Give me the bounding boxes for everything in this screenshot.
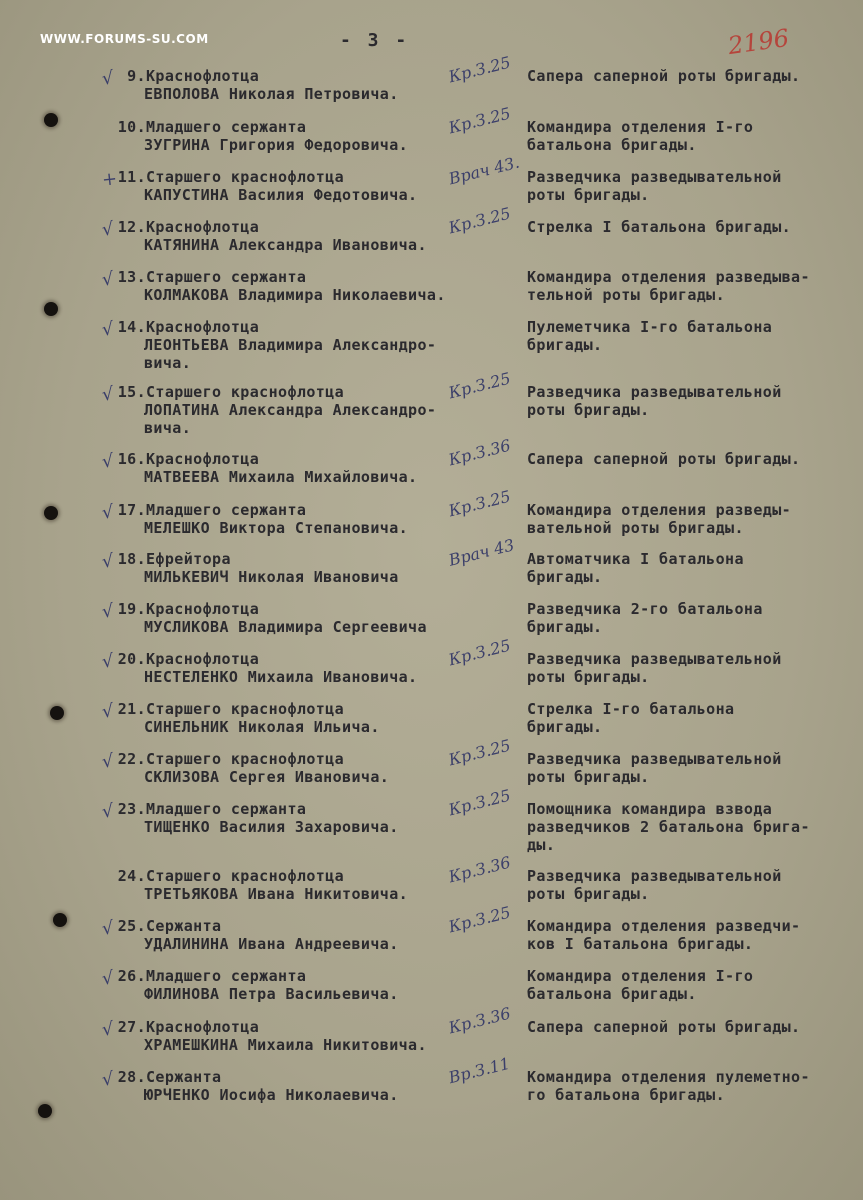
entry-rank: Младшего сержанта [146,501,307,519]
entry-number: 13. [117,268,146,286]
handwritten-note: Кр.З.25 [446,635,513,670]
entry-rank: Младшего сержанта [146,800,307,818]
handwritten-note: Кр.З.36 [446,852,513,887]
entry-number: 9. [127,67,146,85]
list-item [0,735,863,797]
entry-number: 15. [117,383,146,401]
entry-rank: Старшего краснофлотца [146,383,345,401]
list-item [0,315,863,372]
entry-number: 16. [117,450,146,468]
entry-number: 22. [117,750,146,768]
entry-position: Стрелка I батальона бригады. [527,218,792,236]
entry-position: ков I батальона бригады. [527,935,754,953]
entry-rank: Краснофлотца [146,318,260,336]
handwritten-note: Врач 43 [446,535,517,570]
entry-rank: Старшего краснофлотца [146,750,345,768]
entry-number: 11. [117,168,146,186]
entry-name: ЮРЧЕНКО Иосифа Николаевича. [144,1086,399,1104]
entry-rank: Старшего краснофлотца [146,700,345,718]
entry-rank: Сержанта [146,917,222,935]
entry-position: Стрелка I-го батальона [527,700,735,718]
entry-position: роты бригады. [527,885,650,903]
entry-position: батальона бригады. [527,985,697,1003]
entry-position: батальона бригады. [527,136,697,154]
checkmark-icon: √ [100,967,115,990]
entry-position: бригады. [527,568,603,586]
entry-number: 28. [117,1068,146,1086]
checkmark-icon: √ [100,650,115,673]
entry-number: 19. [117,600,146,618]
entry-position: Командира отделения I-го [527,967,754,985]
checkmark-icon: √ [100,800,115,823]
entry-name: ЛОПАТИНА Александра Александро- [144,401,437,419]
handwritten-note: Кр.З.25 [446,368,513,403]
entry-position: роты бригады. [527,668,650,686]
handwritten-note: Кр.З.25 [446,902,513,937]
entry-position: роты бригады. [527,186,650,204]
entry-name: ХРАМЕШКИНА Михаила Никитовича. [144,1036,427,1054]
entry-number: 27. [117,1018,146,1036]
entry-name: ТИЩЕНКО Василия Захаровича. [144,818,399,836]
checkmark-icon: √ [100,550,115,573]
entry-rank: Младшего сержанта [146,118,307,136]
entry-name-continuation: вича. [144,354,192,372]
entry-name: ЗУГРИНА Григория Федоровича. [144,136,409,154]
checkmark-icon: + [100,168,119,191]
entry-name: КАТЯНИНА Александра Ивановича. [144,236,427,254]
watermark: WWW.FORUMS-SU.COM [40,32,209,46]
entry-name: ЛЕОНТЬЕВА Владимира Александро- [144,336,437,354]
entry-position: Сапера саперной роты бригады. [527,1018,801,1036]
checkmark-icon: √ [100,1068,115,1091]
list-item [0,852,863,914]
handwritten-note: Кр.З.25 [446,486,513,521]
entry-position: вательной роты бригады. [527,519,744,537]
entry-position: Помощника командира взвода [527,800,773,818]
entry-name: КАПУСТИНА Василия Федотовича. [144,186,418,204]
entry-position: Сапера саперной роты бригады. [527,67,801,85]
entry-position: Разведчика 2-го батальона [527,600,763,618]
entry-name: МУСЛИКОВА Владимира Сергеевича [144,618,427,636]
entry-name: НЕСТЕЛЕНКО Михаила Ивановича. [144,668,418,686]
entry-name: МАТВЕЕВА Михаила Михайловича. [144,468,418,486]
checkmark-icon: √ [100,67,115,90]
entry-rank: Краснофлотца [146,218,260,236]
list-item [0,635,863,697]
entry-position: Командира отделения разведы- [527,501,792,519]
list-item [0,435,863,497]
list-item [0,597,863,647]
entry-position: Разведчика разведывательной [527,383,782,401]
checkmark-icon: √ [100,917,115,940]
entry-number: 25. [117,917,146,935]
checkmark-icon: √ [100,750,115,773]
checkmark-icon: √ [100,501,115,524]
entry-name-continuation: вича. [144,419,192,437]
entry-number: 26. [117,967,146,985]
entry-name: СКЛИЗОВА Сергея Ивановича. [144,768,390,786]
entry-position: Разведчика разведывательной [527,650,782,668]
entry-position: роты бригады. [527,401,650,419]
handwritten-note: Кр.З.25 [446,52,513,87]
list-item [0,52,863,114]
entry-name: УДАЛИНИНА Ивана Андреевича. [144,935,399,953]
checkmark-icon: √ [100,318,115,341]
entry-position: Разведчика разведывательной [527,168,782,186]
list-item [0,535,863,597]
entry-name: ЕВПОЛОВА Николая Петровича. [144,85,399,103]
archive-sheet-number: 2196 [726,23,791,61]
handwritten-note: Кр.З.36 [446,435,513,470]
list-item [0,964,863,1014]
entry-rank: Краснофлотца [146,450,260,468]
entry-rank: Младшего сержанта [146,967,307,985]
entry-rank: Краснофлотца [146,1018,260,1036]
entry-position: бригады. [527,718,603,736]
entry-position: го батальона бригады. [527,1086,726,1104]
checkmark-icon: √ [100,450,115,473]
handwritten-note: Кр.З.25 [446,103,513,138]
list-item [0,697,863,747]
list-item [0,265,863,315]
list-item [0,785,863,854]
checkmark-icon: √ [100,268,115,291]
entry-position: Пулеметчика I-го батальона [527,318,773,336]
handwritten-note: Кр.З.25 [446,785,513,820]
list-item [0,1053,863,1115]
list-item [0,902,863,964]
list-item [0,486,863,548]
entry-name: СИНЕЛЬНИК Николая Ильича. [144,718,380,736]
entry-number: 17. [117,501,146,519]
entry-position: Командира отделения пулеметно- [527,1068,810,1086]
entry-number: 23. [117,800,146,818]
entry-rank: Сержанта [146,1068,222,1086]
entry-name: МИЛЬКЕВИЧ Николая Ивановича [144,568,399,586]
entry-rank: Старшего краснофлотца [146,867,345,885]
list-item [0,368,863,437]
entry-name: ТРЕТЬЯКОВА Ивана Никитовича. [144,885,409,903]
entry-position: бригады. [527,336,603,354]
entry-number: 21. [117,700,146,718]
entry-position: Командира отделения I-го [527,118,754,136]
entry-rank: Старшего сержанта [146,268,307,286]
entry-position: Командира отделения разведчи- [527,917,801,935]
page-number: - 3 - [340,30,410,51]
list-item [0,152,863,215]
entry-rank: Краснофлотца [146,650,260,668]
list-item [0,1003,863,1065]
checkmark-icon: √ [100,1018,115,1041]
entry-position: тельной роты бригады. [527,286,726,304]
entry-position: разведчиков 2 батальона брига- [527,818,810,836]
handwritten-note: Врач 43. [446,152,522,189]
entry-position: ды. [527,836,556,854]
entry-number: 10. [117,118,146,136]
entry-position: Разведчика разведывательной [527,867,782,885]
entry-number: 14. [117,318,146,336]
list-item [0,103,863,165]
entry-rank: Краснофлотца [146,600,260,618]
entry-position: Разведчика разведывательной [527,750,782,768]
entry-number: 12. [117,218,146,236]
entry-rank: Ефрейтора [146,550,231,568]
entry-number: 24. [117,867,146,885]
handwritten-note: Кр.З.36 [446,1003,513,1038]
entry-position: роты бригады. [527,768,650,786]
entry-number: 18. [117,550,146,568]
handwritten-note: Вр.З.11 [446,1053,512,1088]
entry-name: МЕЛЕШКО Виктора Степановича. [144,519,409,537]
checkmark-icon: √ [100,383,115,406]
checkmark-icon: √ [100,218,115,241]
entry-number: 20. [117,650,146,668]
checkmark-icon: √ [100,700,115,723]
entry-name: КОЛМАКОВА Владимира Николаевича. [144,286,446,304]
entry-name: ФИЛИНОВА Петра Васильевича. [144,985,399,1003]
entry-position: Командира отделения разведыва- [527,268,810,286]
entry-position: бригады. [527,618,603,636]
handwritten-note: Кр.З.25 [446,203,513,238]
list-item [0,203,863,265]
entry-position: Автоматчика I батальона [527,550,744,568]
entry-rank: Краснофлотца [146,67,260,85]
entry-position: Сапера саперной роты бригады. [527,450,801,468]
entry-rank: Старшего краснофлотца [146,168,345,186]
checkmark-icon: √ [100,600,115,623]
handwritten-note: Кр.З.25 [446,735,513,770]
